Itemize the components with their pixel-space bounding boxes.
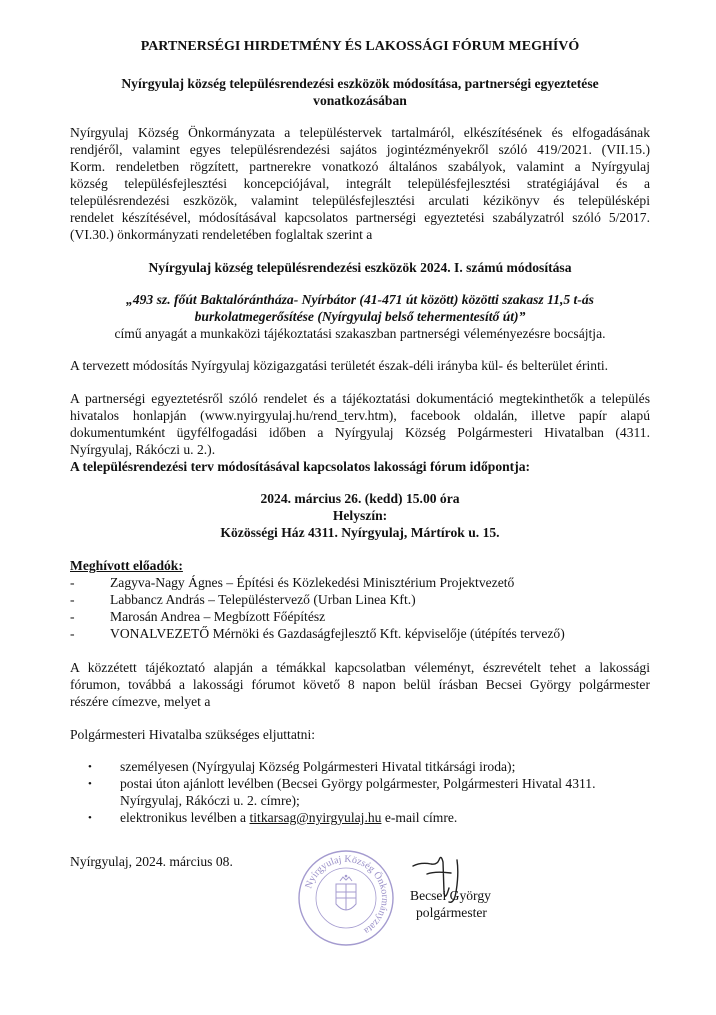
forum-datetime: 2024. március 26. (kedd) 15.00 óra [260,491,460,506]
intro-line: rendjéről, valamint egyes településrendezési sajátos jogintézményekről szóló 419/2021. (VII.15.) [70,142,650,157]
intro-paragraph [70,124,650,243]
speakers-heading: Meghívott előadók: [70,558,183,573]
intro-line: rendelet készítésével, módosításával kapcsolatos partnerségi egyeztetési szabályzatról szóló 5/2017. [70,210,650,225]
dash-marker: - [70,626,75,641]
dash-marker: - [70,609,75,624]
quote-line: „493 sz. főút Baktalórántháza- Nyírbátor (41-471 út között) közötti szakasz 11,5 t-ás [126,292,594,307]
place-date: Nyírgyulaj, 2024. március 08. [70,854,233,869]
page-title: PARTNERSÉGI HIRDETMÉNY ÉS LAKOSSÁGI FÓRUM MEGHÍVÓ [140,39,580,54]
deliver-text: Polgármesteri Hivatalba szükséges eljuttatni: [70,727,315,742]
svg-text:Nyírgyulaj Község Önkormányzat: Nyírgyulaj Község Önkormányzata [303,853,391,937]
list-item [70,775,650,809]
intro-line: Nyírgyulaj Község Önkormányzata a településtervek tartalmáról, elkészítésének és elfogadásának [70,125,650,140]
modification-after: című anyagát a munkaközi tájékoztatási szakaszban partnerségi véleményezésre bocsájtja. [114,326,606,341]
subtitle-line: vonatkozásában [313,93,407,108]
signer-title: polgármester [416,905,487,920]
dash-marker: - [70,575,75,590]
list-item [70,758,650,775]
docs-paragraph [70,390,650,458]
bullet-marker: • [88,761,92,773]
docs-line: hivatalos honlapján (www.nyirgyulaj.hu/rend_terv.htm), facebook oldalán, illetve papír alapú [70,408,650,423]
opinion-line: fórumon, továbbá a lakossági fórumot követő 8 napon belül írásban Becsei György polgármester [70,677,650,692]
area-paragraph: A tervezett módosítás Nyírgyulaj közigazgatási területét észak-déli irányba kül- és belterület érinti. [70,358,609,373]
forum-heading: A településrendezési terv módosításával kapcsolatos lakossági fórum időpontja: [70,459,531,474]
quote-line: burkolatmegerősítése (Nyírgyulaj belső tehermentesítő út)” [194,309,526,324]
list-item [70,809,650,826]
intro-line: településrendezési eszközök, valamint településfejlesztési arculati kézikönyv és településképi [70,193,650,208]
intro-line: község településfejlesztési koncepciójával, integrált településfejlesztési stratégiájával és a [70,176,650,191]
dash-marker: - [70,592,75,607]
subtitle-line: Nyírgyulaj község településrendezési eszközök módosítása, partnerségi egyeztetése [121,76,599,91]
forum-location-label: Helyszín: [332,508,388,523]
docs-line: Nyírgyulaj, Rákóczi u. 2.). [70,442,216,457]
opinion-line: részére címezve, melyet a [70,694,211,709]
intro-line: (VI.30.) önkormányzati rendeletében foglaltak szerint a [70,227,373,242]
email-link[interactable]: titkarsag@nyirgyulaj.hu [249,810,382,825]
modification-title: Nyírgyulaj község településrendezési eszközök 2024. I. számú módosítása [148,260,572,275]
delivery-method-cont: Nyírgyulaj, Rákóczi u. 2. címre); [120,793,300,808]
official-stamp [296,848,396,948]
subtitle [70,75,650,109]
bullet-marker: • [88,812,92,824]
stamp-icon [296,848,396,948]
email-suffix: e-mail címre. [384,810,458,825]
speaker-name: Marosán Andrea – Megbízott Főépítész [110,609,326,624]
speaker-name: Zagyva-Nagy Ágnes – Építési és Közlekedési Minisztérium Projektvezető [110,575,515,590]
delivery-method: személyesen (Nyírgyulaj Község Polgármesteri Hivatal titkársági iroda); [120,759,516,774]
signer-name: Becsei György [410,888,491,903]
modification-quote [70,291,650,325]
speaker-name: Labbancz András – Településtervező (Urban Linea Kft.) [110,592,416,607]
email-prefix: elektronikus levélben a [120,810,247,825]
docs-line: dokumentumként ügyfélfogadási időben a Nyírgyulaj Község Polgármesteri Hivatalban (4311. [70,425,650,440]
docs-line: A partnerségi egyeztetésről szóló rendelet és a tájékoztatási dokumentáció megtekinthetők a település [70,391,650,406]
delivery-list [70,758,650,828]
email-line [120,809,457,826]
opinion-line: A közzétett tájékoztató alapján a témákkal kapcsolatban véleményt, észrevételt tehet a lakossági [70,660,650,675]
opinion-paragraph [70,659,650,710]
speaker-name: VONALVEZETŐ Mérnöki és Gazdaságfejlesztő Kft. képviselője (útépítés tervező) [110,626,565,641]
delivery-method: postai úton ajánlott levélben (Becsei György polgármester, Polgármesteri Hivatal 4311. [120,776,596,791]
intro-line: Korm. rendeletben rögzített, partnerekre vonatkozó általános szabályok, valamint a Nyírgyulaj [70,159,650,174]
speakers-list [70,574,650,644]
bullet-marker: • [88,778,92,790]
forum-location: Közösségi Ház 4311. Nyírgyulaj, Mártírok u. 15. [220,525,500,540]
